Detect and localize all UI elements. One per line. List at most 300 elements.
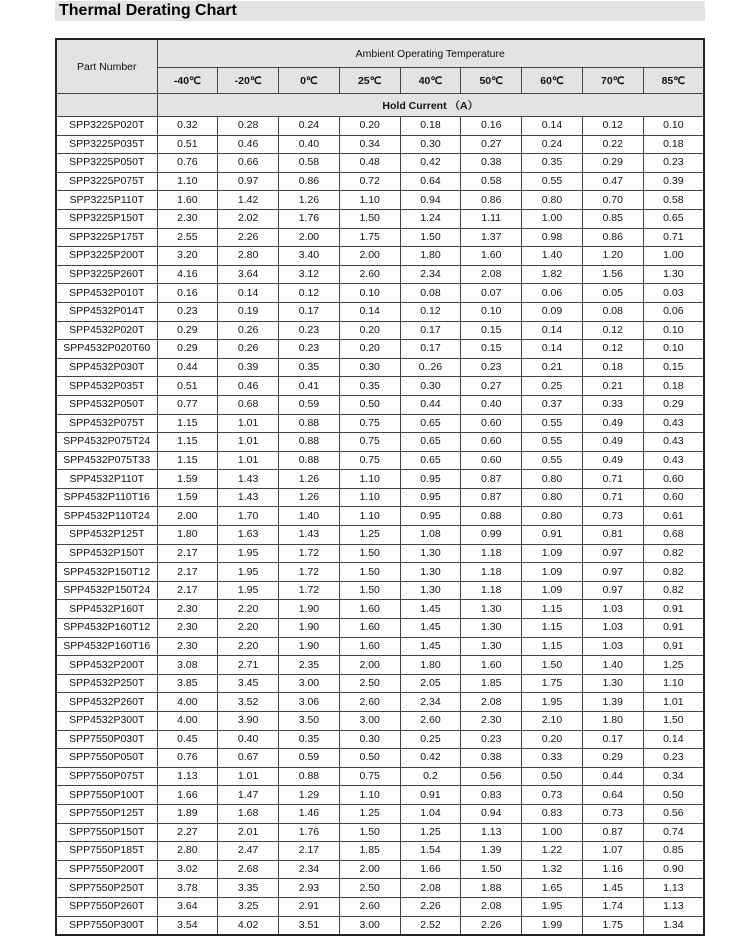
hold-current-cell: 1.82	[522, 265, 583, 284]
hold-current-cell: 1.50	[339, 563, 400, 582]
hold-current-cell: 1.13	[643, 879, 704, 898]
hold-current-cell: 1.10	[643, 674, 704, 693]
hold-current-cell: 2.20	[218, 619, 279, 638]
hold-current-cell: 0.40	[461, 395, 522, 414]
hold-current-cell: 1.34	[643, 916, 704, 935]
hold-current-cell: 0.32	[157, 117, 218, 136]
hold-current-cell: 2.17	[157, 581, 218, 600]
hold-current-cell: 2.20	[218, 637, 279, 656]
hold-current-cell: 0.88	[279, 433, 340, 452]
hold-current-cell: 2.50	[339, 674, 400, 693]
hold-current-cell: 0.65	[400, 414, 461, 433]
hold-current-cell: 1.30	[400, 563, 461, 582]
hold-current-cell: 0.18	[643, 377, 704, 396]
hold-current-cell: 2.34	[400, 693, 461, 712]
hold-current-cell: 1.45	[400, 619, 461, 638]
part-number-cell: SPP7550P125T	[56, 804, 157, 823]
part-number-cell: SPP7550P150T	[56, 823, 157, 842]
hold-current-cell: 0.68	[643, 526, 704, 545]
hold-current-cell: 1.80	[400, 656, 461, 675]
part-number-cell: SPP3225P050T	[56, 154, 157, 173]
hold-current-cell: 0.12	[582, 117, 643, 136]
hold-current-cell: 0.15	[643, 358, 704, 377]
hold-current-cell: 1.60	[339, 619, 400, 638]
hold-current-cell: 0.12	[400, 302, 461, 321]
hold-current-cell: 1.60	[461, 656, 522, 675]
hold-current-cell: 1.90	[279, 637, 340, 656]
hold-current-cell: 0.14	[522, 340, 583, 359]
hold-current-cell: 0.18	[400, 117, 461, 136]
part-number-cell: SPP7550P030T	[56, 730, 157, 749]
hold-current-cell: 2.30	[461, 712, 522, 731]
hold-current-cell: 1.18	[461, 563, 522, 582]
table-row	[56, 209, 704, 228]
hold-current-cell: 1.80	[582, 712, 643, 731]
hold-current-cell: 0.30	[339, 730, 400, 749]
hold-current-cell: 0.59	[279, 749, 340, 768]
hold-current-cell: 1.95	[218, 581, 279, 600]
hold-current-cell: 2.34	[400, 265, 461, 284]
hold-current-cell: 1.59	[157, 488, 218, 507]
hold-current-cell: 1.60	[339, 637, 400, 656]
hold-current-cell: 1.32	[522, 860, 583, 879]
hold-current-cell: 0.50	[339, 395, 400, 414]
hold-current-cell: 0.23	[643, 749, 704, 768]
hold-current-cell: 0.07	[461, 284, 522, 303]
part-number-cell: SPP4532P035T	[56, 377, 157, 396]
hold-current-cell: 0.97	[582, 544, 643, 563]
hold-current-cell: 0.80	[522, 488, 583, 507]
hold-current-cell: 2.26	[218, 228, 279, 247]
hold-current-cell: 0.23	[279, 321, 340, 340]
hold-current-cell: 0.34	[339, 135, 400, 154]
hold-current-cell: 0.14	[339, 302, 400, 321]
hold-current-cell: 1.09	[522, 563, 583, 582]
table-row	[56, 600, 704, 619]
hold-current-cell: 0.08	[582, 302, 643, 321]
hold-current-cell: 0.97	[582, 581, 643, 600]
hold-current-cell: 1.56	[582, 265, 643, 284]
hold-current-cell: 2.35	[279, 656, 340, 675]
hold-current-cell: 2.60	[339, 897, 400, 916]
hold-current-cell: 2.08	[461, 897, 522, 916]
hold-current-cell: 2.17	[157, 563, 218, 582]
hold-current-cell: 1.30	[400, 581, 461, 600]
hold-current-cell: 0.28	[218, 117, 279, 136]
table-row	[56, 823, 704, 842]
table-row	[56, 507, 704, 526]
hold-current-cell: 0.30	[339, 358, 400, 377]
hold-current-cell: 0.98	[522, 228, 583, 247]
temperature-header-cell: 40℃	[400, 68, 461, 94]
hold-current-cell: 2.68	[218, 860, 279, 879]
hold-current-cell: 1.30	[400, 544, 461, 563]
hold-current-cell: 1.10	[339, 786, 400, 805]
hold-current-cell: 1.99	[522, 916, 583, 935]
part-number-cell: SPP4532P020T	[56, 321, 157, 340]
hold-current-cell: 0.43	[643, 433, 704, 452]
hold-current-cell: 0.95	[400, 488, 461, 507]
hold-current-cell: 0.86	[582, 228, 643, 247]
part-number-cell: SPP4532P250T	[56, 674, 157, 693]
hold-current-cell: 0.94	[461, 804, 522, 823]
table-row	[56, 563, 704, 582]
table-row	[56, 433, 704, 452]
hold-current-cell: 0.25	[400, 730, 461, 749]
hold-current-cell: 0.29	[582, 154, 643, 173]
hold-current-cell: 0.16	[157, 284, 218, 303]
table-row	[56, 693, 704, 712]
hold-current-cell: 0.77	[157, 395, 218, 414]
table-row	[56, 637, 704, 656]
hold-current-cell: 1.95	[522, 897, 583, 916]
hold-current-cell: 1.74	[582, 897, 643, 916]
hold-current-cell: 1.75	[522, 674, 583, 693]
hold-current-cell: 0.87	[461, 488, 522, 507]
table-row	[56, 749, 704, 768]
hold-current-cell: 0.48	[339, 154, 400, 173]
table-row	[56, 451, 704, 470]
hold-current-cell: 2.26	[461, 916, 522, 935]
hold-current-cell: 2.08	[400, 879, 461, 898]
part-number-cell: SPP3225P035T	[56, 135, 157, 154]
hold-current-cell: 0.91	[522, 526, 583, 545]
hold-current-cell: 3.78	[157, 879, 218, 898]
hold-current-cell: 0.73	[582, 804, 643, 823]
hold-current-cell: 0.88	[279, 414, 340, 433]
hold-current-cell: 1.00	[522, 209, 583, 228]
table-row	[56, 619, 704, 638]
hold-current-cell: 0.17	[400, 321, 461, 340]
hold-current-cell: 1.01	[218, 767, 279, 786]
hold-current-cell: 2.01	[218, 823, 279, 842]
hold-current-cell: 0.27	[461, 135, 522, 154]
hold-current-cell: 0.75	[339, 433, 400, 452]
hold-current-cell: 0.85	[643, 842, 704, 861]
table-row	[56, 358, 704, 377]
part-number-cell: SPP4532P110T16	[56, 488, 157, 507]
hold-current-cell: 0.27	[461, 377, 522, 396]
hold-current-cell: 0.06	[522, 284, 583, 303]
table-row	[56, 674, 704, 693]
hold-current-cell: 1.03	[582, 600, 643, 619]
hold-current-header: Hold Current （A）	[157, 94, 704, 117]
part-number-cell: SPP4532P110T	[56, 470, 157, 489]
hold-current-cell: 0.72	[339, 172, 400, 191]
hold-current-cell: 0.12	[582, 321, 643, 340]
hold-current-cell: 0.66	[218, 154, 279, 173]
hold-current-cell: 0.50	[522, 767, 583, 786]
hold-current-cell: 2.27	[157, 823, 218, 842]
hold-current-cell: 1.75	[582, 916, 643, 935]
hold-current-cell: 0.58	[643, 191, 704, 210]
hold-current-cell: 0.73	[582, 507, 643, 526]
hold-current-cell: 0.18	[582, 358, 643, 377]
part-number-cell: SPP4532P050T	[56, 395, 157, 414]
part-number-cell: SPP4532P014T	[56, 302, 157, 321]
hold-current-cell: 0.10	[643, 321, 704, 340]
hold-current-cell: 0.59	[279, 395, 340, 414]
hold-current-cell: 1.30	[461, 600, 522, 619]
hold-current-cell: 0.50	[643, 786, 704, 805]
hold-current-cell: 0.29	[157, 321, 218, 340]
hold-current-cell: 0.81	[582, 526, 643, 545]
hold-current-cell: 1.65	[522, 879, 583, 898]
hold-current-cell: 0.39	[643, 172, 704, 191]
hold-current-cell: 0.65	[643, 209, 704, 228]
part-number-cell: SPP3225P260T	[56, 265, 157, 284]
temperature-header-cell: -40℃	[157, 68, 218, 94]
hold-current-cell: 1.22	[522, 842, 583, 861]
hold-current-cell: 0.35	[279, 730, 340, 749]
hold-current-cell: 1.40	[582, 656, 643, 675]
hold-current-cell: 1.95	[522, 693, 583, 712]
table-row	[56, 284, 704, 303]
hold-current-cell: 1.45	[400, 600, 461, 619]
table-row	[56, 656, 704, 675]
hold-current-cell: 0.88	[279, 767, 340, 786]
temperature-header-cell: 0℃	[279, 68, 340, 94]
hold-current-cell: 2.08	[461, 265, 522, 284]
hold-current-cell: 0.40	[218, 730, 279, 749]
hold-current-cell: 0.94	[400, 191, 461, 210]
part-number-cell: SPP7550P100T	[56, 786, 157, 805]
hold-current-cell: 0.16	[461, 117, 522, 136]
hold-current-cell: 1.01	[643, 693, 704, 712]
hold-current-cell: 2.00	[279, 228, 340, 247]
hold-current-cell: 0.20	[339, 340, 400, 359]
hold-current-cell: 0.43	[643, 451, 704, 470]
hold-current-cell: 0.75	[339, 767, 400, 786]
part-number-cell: SPP4532P150T24	[56, 581, 157, 600]
hold-current-cell: 0.29	[643, 395, 704, 414]
hold-current-cell: 0.64	[582, 786, 643, 805]
hold-current-cell: 1.16	[582, 860, 643, 879]
table-row	[56, 879, 704, 898]
table-row	[56, 786, 704, 805]
table-row	[56, 135, 704, 154]
hold-current-cell: 0.60	[643, 470, 704, 489]
hold-current-cell: 0.10	[461, 302, 522, 321]
table-row	[56, 228, 704, 247]
hold-current-cell: 1.07	[582, 842, 643, 861]
hold-current-cell: 1.15	[522, 600, 583, 619]
hold-current-cell: 0.51	[157, 135, 218, 154]
hold-current-cell: 1.08	[400, 526, 461, 545]
hold-current-cell: 0.29	[157, 340, 218, 359]
hold-current-cell: 0.65	[400, 433, 461, 452]
hold-current-cell: 1.30	[643, 265, 704, 284]
hold-current-cell: 1.50	[400, 228, 461, 247]
hold-current-cell: 1.25	[400, 823, 461, 842]
hold-current-cell: 0.58	[279, 154, 340, 173]
hold-current-cell: 0.80	[522, 191, 583, 210]
hold-current-cell: 1.43	[279, 526, 340, 545]
hold-current-cell: 0.26	[218, 321, 279, 340]
hold-current-cell: 0.49	[582, 433, 643, 452]
hold-current-cell: 1.95	[218, 563, 279, 582]
hold-current-cell: 0.95	[400, 470, 461, 489]
hold-current-cell: 2.34	[279, 860, 340, 879]
hold-current-cell: 0.86	[279, 172, 340, 191]
part-number-cell: SPP4532P150T12	[56, 563, 157, 582]
hold-current-cell: 2.47	[218, 842, 279, 861]
hold-current-cell: 0.23	[461, 358, 522, 377]
hold-current-cell: 0.42	[400, 749, 461, 768]
hold-current-cell: 0.91	[643, 600, 704, 619]
table-row	[56, 470, 704, 489]
hold-current-cell: 1.50	[339, 823, 400, 842]
table-row	[56, 340, 704, 359]
hold-current-cell: 1.13	[157, 767, 218, 786]
hold-current-cell: 1.85	[339, 842, 400, 861]
hold-current-cell: 0.44	[582, 767, 643, 786]
part-number-cell: SPP4532P075T33	[56, 451, 157, 470]
hold-current-cell: 3.85	[157, 674, 218, 693]
hold-current-cell: 0.97	[218, 172, 279, 191]
hold-current-cell: 0.56	[461, 767, 522, 786]
hold-current-cell: 0.50	[339, 749, 400, 768]
hold-current-cell: 0.34	[643, 767, 704, 786]
hold-current-cell: 1.01	[218, 451, 279, 470]
hold-current-cell: 2.20	[218, 600, 279, 619]
table-row	[56, 804, 704, 823]
hold-current-cell: 0.60	[461, 414, 522, 433]
hold-current-cell: 0.82	[643, 581, 704, 600]
table-row	[56, 172, 704, 191]
hold-current-cell: 1.70	[218, 507, 279, 526]
table-row	[56, 767, 704, 786]
hold-current-cell: 0.35	[339, 377, 400, 396]
hold-current-cell: 0.75	[339, 414, 400, 433]
hold-current-cell: 1.15	[522, 619, 583, 638]
part-number-cell: SPP7550P075T	[56, 767, 157, 786]
hold-current-cell: 0.91	[400, 786, 461, 805]
hold-current-cell: 1.50	[643, 712, 704, 731]
table-row	[56, 526, 704, 545]
hold-current-cell: 1.10	[339, 488, 400, 507]
hold-current-cell: 1.76	[279, 209, 340, 228]
hold-current-cell: 2.91	[279, 897, 340, 916]
hold-current-cell: 3.50	[279, 712, 340, 731]
hold-current-cell: 1.46	[279, 804, 340, 823]
hold-current-cell: 1.43	[218, 470, 279, 489]
hold-current-cell: 0.45	[157, 730, 218, 749]
hold-current-cell: 0.20	[522, 730, 583, 749]
part-number-cell: SPP4532P110T24	[56, 507, 157, 526]
hold-current-cell: 1.03	[582, 619, 643, 638]
hold-current-cell: 0.21	[582, 377, 643, 396]
hold-current-cell: 0.55	[522, 414, 583, 433]
table-row	[56, 117, 704, 136]
hold-current-cell: 1.76	[279, 823, 340, 842]
hold-current-cell: 3.40	[279, 247, 340, 266]
hold-current-cell: 0.41	[279, 377, 340, 396]
hold-current-cell: 0.82	[643, 544, 704, 563]
part-number-cell: SPP4532P260T	[56, 693, 157, 712]
hold-current-cell: 3.45	[218, 674, 279, 693]
hold-current-cell: 1.50	[461, 860, 522, 879]
hold-current-cell: 0.35	[279, 358, 340, 377]
hold-current-cell: 0.29	[582, 749, 643, 768]
hold-current-cell: 0.60	[643, 488, 704, 507]
hold-current-cell: 0.83	[461, 786, 522, 805]
hold-current-cell: 0.20	[339, 117, 400, 136]
hold-current-cell: 0.12	[279, 284, 340, 303]
hold-current-cell: 0.08	[400, 284, 461, 303]
hold-current-cell: 0.21	[522, 358, 583, 377]
hold-current-cell: 3.08	[157, 656, 218, 675]
part-number-cell: SPP4532P160T12	[56, 619, 157, 638]
part-number-cell: SPP7550P200T	[56, 860, 157, 879]
table-body	[56, 117, 704, 936]
hold-current-cell: 1.10	[339, 191, 400, 210]
hold-current-cell: 0..26	[400, 358, 461, 377]
hold-current-cell: 4.02	[218, 916, 279, 935]
hold-current-cell: 4.00	[157, 693, 218, 712]
hold-current-cell: 2.60	[339, 265, 400, 284]
hold-current-cell: 3.64	[157, 897, 218, 916]
hold-current-cell: 0.25	[522, 377, 583, 396]
hold-current-cell: 1.40	[522, 247, 583, 266]
hold-current-cell: 0.82	[643, 563, 704, 582]
hold-current-cell: 1.80	[157, 526, 218, 545]
table-row	[56, 414, 704, 433]
hold-current-cell: 3.00	[339, 712, 400, 731]
hold-current-cell: 0.87	[461, 470, 522, 489]
ambient-temperature-header: Ambient Operating Temperature	[157, 39, 704, 68]
hold-current-cell: 1.40	[279, 507, 340, 526]
hold-current-cell: 1.24	[400, 209, 461, 228]
hold-current-cell: 0.80	[522, 470, 583, 489]
hold-current-cell: 1.59	[157, 470, 218, 489]
part-number-cell: SPP3225P020T	[56, 117, 157, 136]
hold-current-cell: 3.52	[218, 693, 279, 712]
hold-current-cell: 0.38	[461, 749, 522, 768]
hold-current-cell: 0.95	[400, 507, 461, 526]
hold-current-cell: 0.23	[643, 154, 704, 173]
hold-current-cell: 1.26	[279, 191, 340, 210]
temperature-header-cell: 60℃	[522, 68, 583, 94]
hold-current-cell: 0.14	[522, 117, 583, 136]
temperature-header-cell: 50℃	[461, 68, 522, 94]
hold-current-cell: 0.33	[522, 749, 583, 768]
hold-current-cell: 1.54	[400, 842, 461, 861]
hold-current-cell: 1.88	[461, 879, 522, 898]
hold-current-cell: 2.00	[339, 247, 400, 266]
hold-current-cell: 0.60	[461, 433, 522, 452]
hold-current-cell: 0.10	[643, 117, 704, 136]
hold-current-cell: 0.42	[400, 154, 461, 173]
hold-current-cell: 0.61	[643, 507, 704, 526]
hold-current-cell: 3.02	[157, 860, 218, 879]
hold-current-cell: 0.23	[279, 340, 340, 359]
hold-current-cell: 0.71	[643, 228, 704, 247]
hold-current-cell: 0.15	[461, 321, 522, 340]
hold-current-cell: 0.14	[218, 284, 279, 303]
hold-current-cell: 0.55	[522, 172, 583, 191]
hold-current-cell: 0.55	[522, 451, 583, 470]
hold-current-cell: 1.01	[218, 433, 279, 452]
part-number-cell: SPP4532P300T	[56, 712, 157, 731]
hold-current-cell: 1.80	[400, 247, 461, 266]
hold-current-cell: 1.50	[522, 656, 583, 675]
hold-current-cell: 3.20	[157, 247, 218, 266]
hold-current-cell: 0.47	[582, 172, 643, 191]
hold-current-cell: 1.30	[461, 619, 522, 638]
hold-current-cell: 0.23	[461, 730, 522, 749]
hold-current-cell: 0.22	[582, 135, 643, 154]
